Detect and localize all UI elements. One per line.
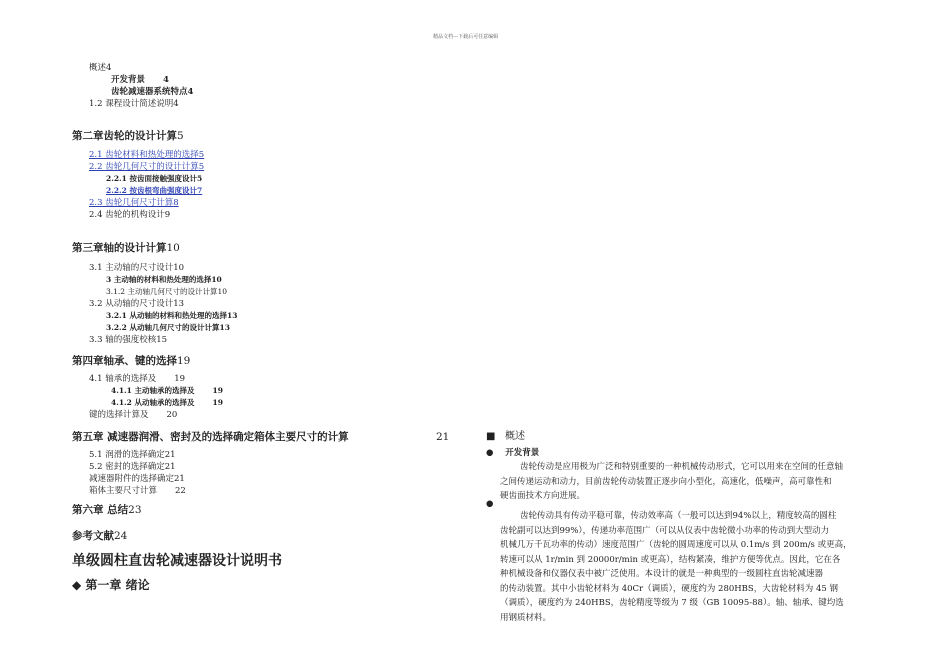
toc-chapter-5[interactable]: 第五章 减速器润滑、密封及的选择确定箱体主要尺寸的计算 21 — [72, 431, 450, 443]
toc-1-2[interactable]: 1.2 课程设计简述说明4 — [89, 99, 179, 109]
toc-3-3[interactable]: 3.3 轴的强度校核15 — [89, 335, 168, 345]
toc-3-1[interactable]: 3.1 主动轴的尺寸设计10 — [89, 263, 185, 273]
square-bullet-icon: ■ — [486, 431, 496, 442]
toc-4-1[interactable]: 4.1 轴承的选择及 19 — [89, 374, 186, 384]
paragraph-background: 齿轮传动是应用极为广泛和特别重要的一种机械传动形式，它可以用来在空间的任意轴 之间传递运动和动力，目前齿轮传动装置正逐步向小型化，高速化，低噪声，高可靠性和 硬齿面技术方向进展。 — [500, 462, 844, 501]
toc-chapter-2[interactable]: 第二章齿轮的设计计算5 — [72, 130, 184, 142]
toc-chapter-3[interactable]: 第三章轴的设计计算10 — [72, 242, 180, 254]
toc-chapter-6[interactable]: 第六章 总结23 — [72, 504, 142, 516]
bullet-icon: ● — [486, 499, 494, 509]
toc-2-2-1[interactable]: 2.2.1 按齿面接触强度设计5 — [106, 174, 203, 183]
toc-3-2-2[interactable]: 3.2.2 从动轴几何尺寸的设计计算13 — [106, 323, 230, 332]
toc-references[interactable]: 参考文献24 — [72, 530, 128, 542]
page-header: 精品文档---下载后可任意编辑 — [433, 34, 499, 40]
background-heading: ● 开发背景 — [486, 448, 540, 458]
toc-4-1-2[interactable]: 4.1.2 从动轴承的选择及 19 — [111, 398, 223, 407]
toc-background[interactable]: 开发背景 4 — [111, 75, 169, 85]
toc-3-2-1[interactable]: 3.2.1 从动轴的材料和热处理的选择13 — [106, 311, 238, 320]
toc-keys[interactable]: 键的选择计算及 20 — [89, 410, 178, 420]
bullet-icon: ● — [486, 448, 494, 458]
toc-5-2[interactable]: 5.2 密封的选择确定21 — [89, 462, 176, 472]
toc-5-1[interactable]: 5.1 润滑的选择确定21 — [89, 450, 176, 460]
toc-features[interactable]: 齿轮减速器系统特点4 — [111, 87, 194, 97]
toc-3-1-1[interactable]: 3 主动轴的材料和热处理的选择10 — [106, 275, 222, 284]
toc-2-1[interactable]: 2.1 齿轮材料和热处理的选择5 — [89, 150, 205, 160]
toc-2-4[interactable]: 2.4 齿轮的机构设计9 — [89, 210, 171, 220]
chapter-1-heading: ◆ 第一章 绪论 — [72, 578, 150, 592]
overview-heading: ■ 概述 — [486, 431, 525, 442]
toc-overview[interactable]: 概述4 — [89, 63, 112, 73]
document-title: 单级圆柱直齿轮减速器设计说明书 — [72, 553, 282, 569]
toc-chapter-4[interactable]: 第四章轴承、键的选择19 — [72, 355, 191, 367]
toc-2-2[interactable]: 2.2 齿轮几何尺寸的设计计算5 — [89, 162, 205, 172]
toc-4-1-1[interactable]: 4.1.1 主动轴承的选择及 19 — [111, 386, 223, 395]
diamond-bullet-icon: ◆ — [72, 578, 82, 592]
toc-3-1-2[interactable]: 3.1.2 主动轴几何尺寸的设计计算10 — [106, 287, 228, 296]
toc-5-4[interactable]: 箱体主要尺寸计算 22 — [89, 486, 186, 496]
paragraph-advantages: 齿轮传动具有传动平稳可靠，传动效率高（一般可以达到94%以上，精度较高的圆柱 齿轮副可以达到99%），传递功率范围广（可以从仪表中齿轮微小功率的传动到大型动力 机械几万千瓦功率的传动）速度范围广（齿轮的圆周速度可以从 0.1m/s 到 200m/s 或更高， 转速可以从 1r/min 到 20000r/min 或更高），结构紧凑，维护方便等优点。因此，它在各 种机械设备和仪器仪表中被广泛使用。本设计的就是一种典型的一级圆柱直齿轮减速器 的传动装置。其中小齿轮材料为 40Cr（调质），硬度约为 280HBS，大齿轮材料为 45 钢 （调质），硬度约为 240HBS，齿轮精度等级为 7 级（GB 10095-88）。轴、轴承、键均选 用钢质材料。 — [500, 511, 852, 623]
toc-2-2-2[interactable]: 2.2.2 按齿根弯曲强度设计7 — [106, 186, 203, 195]
toc-3-2[interactable]: 3.2 从动轴的尺寸设计13 — [89, 299, 185, 309]
toc-5-3[interactable]: 减速器附件的选择确定21 — [89, 474, 185, 484]
toc-2-3[interactable]: 2.3 齿轮几何尺寸计算8 — [89, 198, 179, 208]
